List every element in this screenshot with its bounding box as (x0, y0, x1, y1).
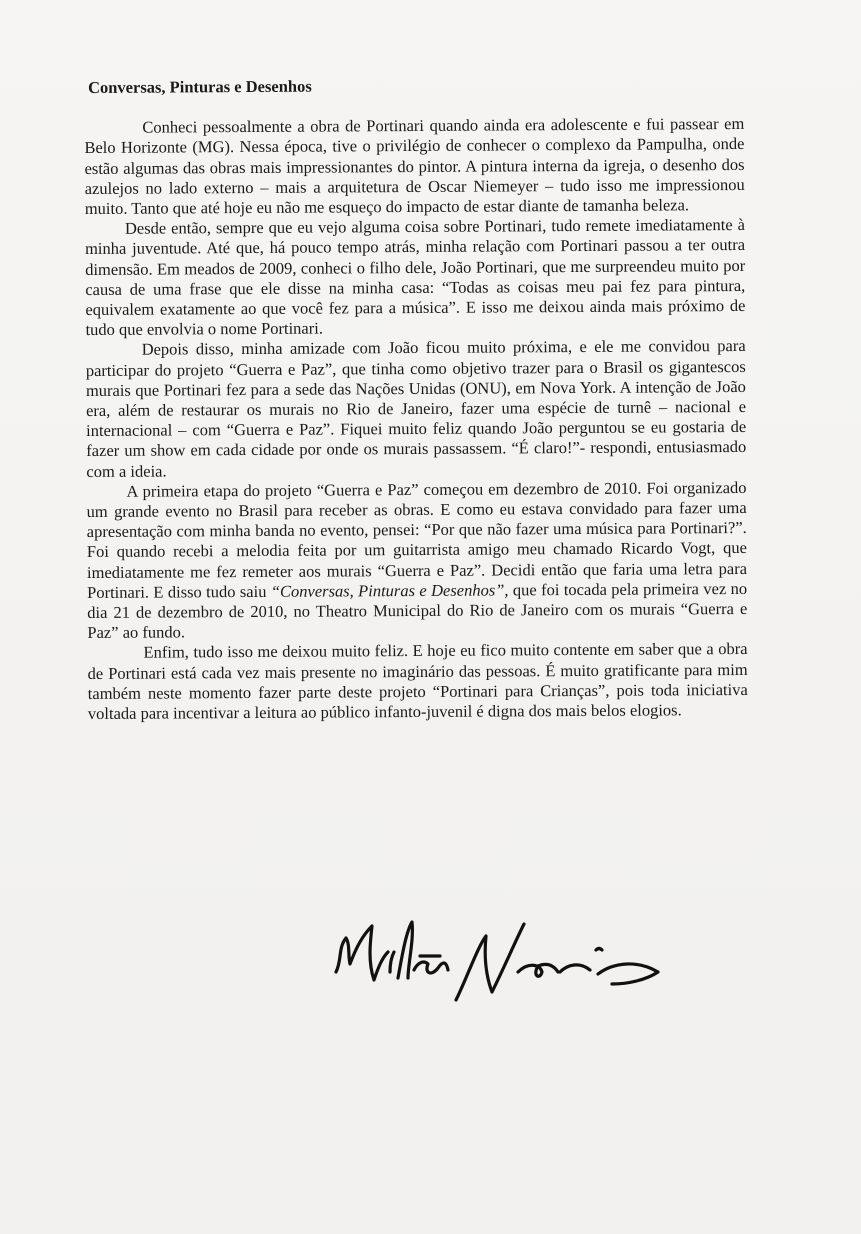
paragraph-4-continuation: que foi tocada pela primeira vez no dia 21 de dezembro de 2010, no Theatro Municipal do Rio de Janeiro com os murais “Guerra e Paz” ao fundo. (87, 578, 748, 643)
signature-drawing (328, 900, 668, 1020)
paragraph-1: Conheci pessoalmente a obra de Portinari quando ainda era adolescente e fui passear em Belo Horizonte (MG). Nessa época, tive o privilégio de conhecer o complexo da Pampulha, onde estão algumas das obras mais impressionantes do pintor. A pintura interna da igreja, o desenho dos azulejos no lado externo – mais a arquitetura de Oscar Niemeyer – tudo isso me impressionou muito. Tanto que até hoje eu não me esqueço do impacto de estar diante de tamanha beleza. (84, 114, 745, 219)
paragraph-3: Depois disso, minha amizade com João ficou muito próxima, e ele me convidou para participar do projeto “Guerra e Paz”, que tinha como objetivo trazer para o Brasil os gigantescos murais que Portinari fez para a sede das Nações Unidas (ONU), em Nova York. A intenção de João era, além de restaurar os murais no Rio de Janeiro, fazer uma espécie de turnê – nacional e internacional – com “Guerra e Paz”. Fiquei muito feliz quando João perguntou se eu gostaria de fazer um show em cada cidade por onde os murais passassem. “É claro!”- respondi, entusiasmado com a ideia. (85, 336, 747, 481)
page-title: Conversas, Pinturas e Desenhos (87, 76, 312, 97)
paragraph-2: Desde então, sempre que eu vejo alguma coisa sobre Portinari, tudo remete imediatamente à minha juventude. Até que, há pouco tempo atrás, minha relação com Portinari passou a ter outra dimensão. Em meados de 2009, conheci o filho dele, João Portinari, que me surpreendeu muito por causa de uma frase que ele disse na minha casa: “Todas as coisas meu pai fez para pintura, equivalem exatamente ao que você fez para a música”. E isso me deixou ainda mais próximo de tudo que envolvia o nome Portinari. (84, 215, 746, 340)
paragraph-5: Enfim, tudo isso me deixou muito feliz. E hoje eu fico muito contente em saber que a obra de Portinari está cada vez mais presente no imaginário das pessoas. É muito gratificante para mim também neste momento fazer parte deste projeto “Portinari para Crianças”, pois toda iniciativa voltada para incentivar a leitura ao público infanto-juvenil é digna dos mais belos elogios. (87, 639, 748, 724)
handwritten-signature (328, 900, 668, 1020)
letter-body (84, 74, 748, 724)
paragraph-4-text: A primeira etapa do projeto “Guerra e Paz” começou em dezembro de 2010. Foi organizado um grande evento no Brasil para receber as obras. E como eu estava convidado para fazer uma apresentação com minha banda no evento, pensei: “Por que não fazer uma música para Portinari?”. Foi quando recebi a melodia feita por um guitarrista amigo meu chamado Ricardo Vogt, que imediatamente me fez remeter aos murais “Guerra e Paz”. Decidi então que faria uma letra para Portinari. E disso tudo saiu (86, 477, 748, 602)
song-title: “Conversas, Pinturas e Desenhos”, (270, 580, 509, 601)
paragraph-4 (86, 478, 747, 644)
